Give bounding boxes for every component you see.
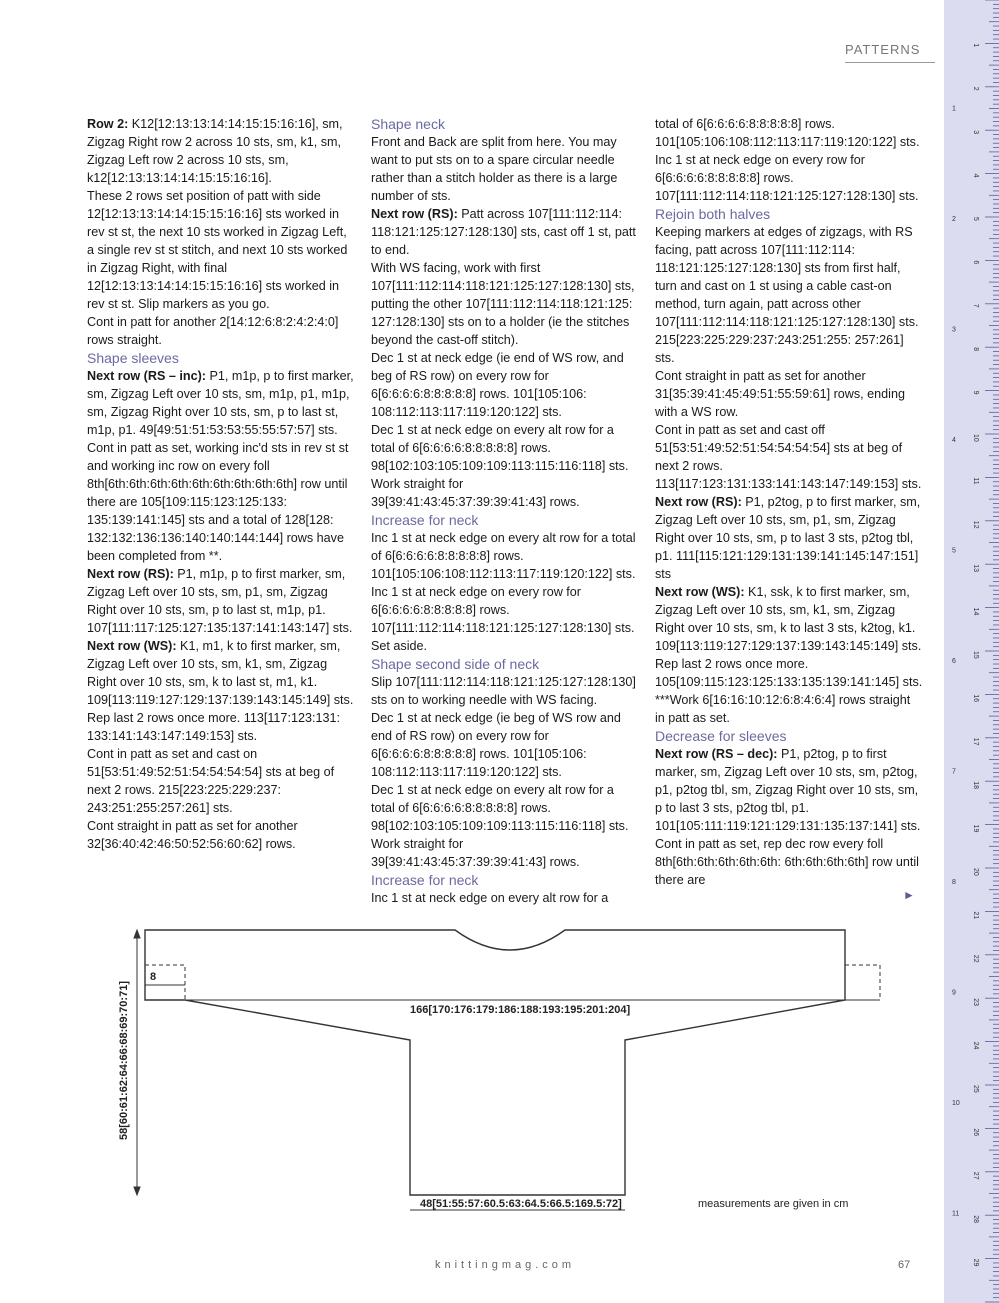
- footer-site: knittingmag.com: [435, 1259, 576, 1271]
- pattern-paragraph: [655, 421, 923, 493]
- pattern-text: K1, m1, k to first marker, sm, Zigzag Left over 10 sts, sm, k1, sm, Zigzag Right over 10 sts, sm, k to last st, m1, k1. 109[113:119:127:129:137:139:143:145:149] sts.: [87, 639, 354, 707]
- pattern-paragraph: [371, 781, 639, 835]
- row-label: Next row (RS):: [87, 567, 174, 581]
- ruler-cm-label: 24: [972, 1041, 979, 1050]
- pattern-paragraph: [371, 889, 639, 907]
- row-label: Next row (WS):: [655, 585, 745, 599]
- pattern-paragraph: [371, 709, 639, 781]
- ruler-cm-label: 10: [972, 434, 979, 442]
- pattern-text: Cont straight in patt as set for another 31[35:39:41:45:49:51:55:59:61] rows, ending with a WS row.: [655, 369, 905, 419]
- pattern-text: Cont straight in patt as set for another 32[36:40:42:46:50:52:56:60:62] rows.: [87, 819, 298, 851]
- page-number: 67: [898, 1259, 911, 1271]
- section-heading: Shape sleeves: [87, 350, 179, 366]
- pattern-paragraph: [655, 835, 923, 889]
- pattern-paragraph: [87, 367, 355, 439]
- length-label: 58[60:61:62:64:66:68:69:70:71]: [118, 981, 130, 1140]
- pattern-text: Cont in patt as set and cast on 51[53:51:49:52:51:54:54:54:54] sts at beg of next 2 rows. 215[223:225:229:237: 243:251:255:257:261] sts.: [87, 747, 335, 815]
- width-label: 166[170:176:179:186:188:193:195:201:204]: [410, 1004, 631, 1016]
- pattern-text: Work straight for 39[39:41:43:45:37:39:39:41:43] rows.: [371, 837, 580, 869]
- ruler-cm-label: 14: [972, 607, 979, 616]
- ruler-cm-label: 28: [972, 1215, 979, 1223]
- pattern-paragraph: [655, 655, 923, 691]
- pattern-text: Set aside.: [371, 639, 428, 653]
- pattern-paragraph: [87, 439, 355, 565]
- row-label: Row 2:: [87, 117, 129, 131]
- ruler-cm-label: 5: [972, 217, 979, 221]
- section-heading: Shape second side of neck: [371, 656, 540, 672]
- hem-label: 48[51:55:57:60.5:63:64.5:66.5:169.5:72]: [420, 1198, 622, 1210]
- ruler-cm-label: 21: [972, 911, 979, 920]
- ruler-cm-label: 22: [972, 954, 979, 963]
- pattern-text: Cont in patt for another 2[14:12:6:8:2:4:2:4:0] rows straight.: [87, 315, 339, 347]
- ruler-inch-label: 11: [952, 1210, 960, 1218]
- pattern-paragraph: [371, 673, 639, 709]
- pattern-text: ***Work 6[16:16:10:12:6:8:4:6:4] rows straight in patt as set.: [655, 693, 911, 725]
- pattern-paragraph: [655, 223, 923, 367]
- pattern-paragraph: [87, 745, 355, 817]
- ruler-cm-label: 9: [972, 390, 979, 395]
- cuff-guide-right: [845, 965, 880, 1000]
- ruler-cm-label: 6: [972, 260, 979, 265]
- pattern-text: Dec 1 st at neck edge on every alt row for a total of 6[6:6:6:6:8:8:8:8:8] rows. 98[102:103:105:109:109:113:115:116:118] sts.: [371, 423, 629, 473]
- section-heading: Increase for neck: [371, 512, 479, 528]
- pattern-text: P1, p2tog, p to first marker, sm, Zigzag Left over 10 sts, sm, p2tog, p1, p2tog tbl, sm, Zigzag Right over 10 sts, sm, p to last 3 sts, p2tog tbl, p1. 101[105:111:119:121:129:131:135:137:141] sts.: [655, 747, 921, 833]
- pattern-text: P1, m1p, p to first marker, sm, Zigzag Left over 10 sts, sm, m1p, p1, m1p, sm, Zigzag Right over 10 sts, sm, p to last st, m1p, p1. 49[49:51:51:53:53:55:55:57:57] sts.: [87, 369, 354, 437]
- pattern-paragraph: [87, 637, 355, 709]
- pattern-text: Inc 1 st at neck edge on every row for 6[6:6:6:6:8:8:8:8:8] rows. 107[111:112:114:118:121:125:127:128:130] sts.: [655, 153, 919, 203]
- pattern-column-2: [371, 115, 639, 907]
- pattern-paragraph: [87, 115, 355, 187]
- pattern-text: P1, m1p, p to first marker, sm, Zigzag Left over 10 sts, sm, p1, sm, Zigzag Right over 10 sts, sm, p to last st, m1p, p1. 107[111:117:125:127:135:137:141:143:147] sts.: [87, 567, 353, 635]
- ruler-inch-label: 4: [952, 437, 956, 444]
- ruler-cm-label: 11: [972, 477, 979, 485]
- pattern-paragraph: [371, 835, 639, 871]
- pattern-text: Front and Back are split from here. You may want to put sts on to a spare circular needle rather than a stitch holder as there is a large number of sts.: [371, 135, 618, 203]
- pattern-paragraph: [87, 709, 355, 745]
- pattern-text: total of 6[6:6:6:6:8:8:8:8:8] rows. 101[105:106:108:112:113:117:119:120:122] sts.: [655, 117, 920, 149]
- pattern-text: Inc 1 st at neck edge on every row for 6[6:6:6:6:8:8:8:8:8] rows. 107[111:112:114:118:121:125:127:128:130] sts.: [371, 585, 635, 635]
- pattern-text: Patt across 107[111:112:114: 118:121:125:127:128:130] sts, cast off 1 st, patt to end.: [371, 207, 636, 257]
- pattern-paragraph: [371, 421, 639, 475]
- ruler-cm-label: 20: [972, 868, 979, 876]
- ruler-inch-label: 3: [952, 326, 956, 334]
- pattern-column-3: [655, 115, 923, 889]
- pattern-paragraph: [371, 583, 639, 637]
- pattern-paragraph: [371, 475, 639, 511]
- ruler-cm-label: 26: [972, 1128, 979, 1137]
- pattern-text: These 2 rows set position of patt with side 12[12:13:13:14:14:15:15:16:16] sts worked in rev st st, the next 10 sts worked in Zigzag Left, a single rev st st stitch, and next 10 sts worked in Zigzag Right, with final 12[12:13:13:14:14:15:15:16:16] sts worked in rev st st. Slip markers as you go.: [87, 189, 348, 311]
- continue-arrow-icon: ►: [903, 888, 915, 902]
- row-label: Next row (RS – dec):: [655, 747, 778, 761]
- pattern-paragraph: [655, 691, 923, 727]
- ruler-inch-label: 9: [952, 989, 956, 997]
- pattern-paragraph: [655, 151, 923, 205]
- cuff-label: 8: [150, 971, 157, 983]
- section-heading: Increase for neck: [371, 872, 479, 888]
- pattern-text: K12[12:13:13:14:14:15:15:16:16], sm, Zigzag Right row 2 across 10 sts, sm, k1, sm, Zigzag Left row 2 across 10 sts, sm, k12[12:13:13:14:14:15:15:16:16].: [87, 117, 343, 185]
- ruler-inch-label: 7: [952, 768, 956, 776]
- ruler-cm-label: 2: [972, 86, 979, 91]
- ruler-cm-label: 29: [972, 1258, 979, 1267]
- ruler-cm-label: 12: [972, 520, 979, 529]
- pattern-text: Inc 1 st at neck edge on every alt row for a total of 6[6:6:6:6:8:8:8:8:8] rows. 101[105:106:108:112:113:117:119:120:122] sts.: [371, 531, 636, 581]
- ruler-inch-label: 5: [952, 547, 956, 555]
- pattern-paragraph: [371, 529, 639, 583]
- section-heading: Shape neck: [371, 116, 445, 132]
- section-heading: Decrease for sleeves: [655, 728, 787, 744]
- pattern-text: With WS facing, work with first 107[111:112:114:118:121:125:127:128:130] sts, putting the other 107[111:112:114:118:121:125: 127:128:130] sts on to a holder (ie the stitches beyond the cast-off stitch).: [371, 261, 635, 347]
- measuring-ruler: [944, 0, 999, 1303]
- pattern-text: Dec 1 st at neck edge (ie beg of WS row and end of RS row) on every row for 6[6:6:6:6:8:8:8:8:8] rows. 101[105:106: 108:112:113:117:119:120:122] sts.: [371, 711, 621, 779]
- pattern-text: Cont in patt as set, working inc'd sts in rev st st and working inc row on every foll 8th[6th:6th:6th:6th:6th:6th:6th:6th:6th] row until there are 105[109:115:123:125:133: 135:139:141:145] sts and a total of 128[128: 132:132:136:136:140:140:144:144] rows have been completed from **.: [87, 441, 349, 563]
- header-rule: [845, 62, 935, 63]
- ruler-cm-label: 3: [972, 130, 979, 135]
- pattern-paragraph: [655, 493, 923, 583]
- section-label: PATTERNS: [845, 42, 921, 57]
- pattern-paragraph: [371, 205, 639, 259]
- pattern-paragraph: [371, 637, 639, 655]
- pattern-paragraph: [371, 259, 639, 349]
- pattern-text: Slip 107[111:112:114:118:121:125:127:128:130] sts on to working needle with WS facing.: [371, 675, 636, 707]
- ruler-cm-label: 18: [972, 781, 979, 789]
- pattern-text: Inc 1 st at neck edge on every alt row for a: [371, 891, 609, 905]
- ruler-cm-label: 1: [972, 43, 979, 48]
- pattern-text: Rep last 2 rows once more. 105[109:115:123:125:133:135:139:141:145] sts.: [655, 657, 923, 689]
- garment-outline: [145, 930, 845, 1195]
- ruler-cm-label: 4: [972, 173, 979, 178]
- pattern-paragraph: [87, 187, 355, 313]
- pattern-paragraph: [87, 565, 355, 637]
- ruler-cm-label: 19: [972, 824, 979, 833]
- pattern-text: Dec 1 st at neck edge on every alt row for a total of 6[6:6:6:6:8:8:8:8:8] rows. 98[102:103:105:109:109:113:115:116:118] sts.: [371, 783, 629, 833]
- pattern-text: Work straight for 39[39:41:43:45:37:39:39:41:43] rows.: [371, 477, 580, 509]
- pattern-paragraph: [655, 367, 923, 421]
- ruler-cm-label: 15: [972, 651, 979, 659]
- ruler-inch-label: 6: [952, 658, 956, 665]
- pattern-text: Cont in patt as set, rep dec row every foll 8th[6th:6th:6th:6th:6th: 6th:6th:6th:6th] row until there are: [655, 837, 919, 887]
- pattern-paragraph: [87, 817, 355, 853]
- ruler-cm-label: 23: [972, 998, 979, 1006]
- pattern-text: Cont in patt as set and cast off 51[53:51:49:52:51:54:54:54:54] sts at beg of next 2 rows. 113[117:123:131:133:141:143:147:149:153] sts.: [655, 423, 922, 491]
- ruler-cm-label: 13: [972, 564, 979, 572]
- ruler-cm-label: 17: [972, 737, 979, 746]
- ruler-cm-label: 8: [972, 347, 979, 352]
- ruler-inch-label: 1: [952, 105, 956, 113]
- ruler-inch-label: 10: [952, 1100, 960, 1107]
- row-label: Next row (RS):: [371, 207, 458, 221]
- row-label: Next row (WS):: [87, 639, 177, 653]
- ruler-inch-label: 8: [952, 879, 956, 886]
- row-label: Next row (RS):: [655, 495, 742, 509]
- ruler-cm-label: 7: [972, 303, 979, 308]
- pattern-text: K1, ssk, k to first marker, sm, Zigzag Left over 10 sts, sm, k1, sm, Zigzag Right over 10 sts, sm, k to last 3 sts, k2tog, k1. 109[113:119:127:129:137:139:143:145:149] sts.: [655, 585, 922, 653]
- pattern-paragraph: [655, 115, 923, 151]
- ruler-cm-label: 16: [972, 694, 979, 703]
- pattern-paragraph: [87, 313, 355, 349]
- ruler-cm-label: 27: [972, 1171, 979, 1180]
- ruler-cm-label: 25: [972, 1085, 979, 1093]
- pattern-column-1: [87, 115, 355, 853]
- pattern-paragraph: [371, 349, 639, 421]
- ruler-inch-label: 2: [952, 216, 956, 223]
- pattern-paragraph: [371, 133, 639, 205]
- garment-schematic: [115, 920, 905, 1220]
- measurements-note: measurements are given in cm: [698, 1198, 849, 1210]
- pattern-paragraph: [655, 583, 923, 655]
- pattern-paragraph: [655, 745, 923, 835]
- pattern-text: Rep last 2 rows once more. 113[117:123:131: 133:141:143:147:149:153] sts.: [87, 711, 340, 743]
- pattern-text: Keeping markers at edges of zigzags, with RS facing, patt across 107[111:112:114: 118:121:125:127:128:130] sts from first half, turn and cast on 1 st using a cable cast-on method, turn again, patt across other 107[111:112:114:118:121:125:127:128:130] sts. 215[223:225:229:237:243:251:255: 257:261] sts.: [655, 225, 919, 365]
- pattern-text: P1, p2tog, p to first marker, sm, Zigzag Left over 10 sts, sm, p1, sm, Zigzag Right over 10 sts, sm, p to last 3 sts, p2tog tbl, p1. 111[115:121:129:131:139:141:145:147:151] sts: [655, 495, 921, 581]
- pattern-text: Dec 1 st at neck edge (ie end of WS row, and beg of RS row) on every row for 6[6:6:6:6:8:8:8:8:8] rows. 101[105:106: 108:112:113:117:119:120:122] sts.: [371, 351, 624, 419]
- section-heading: Rejoin both halves: [655, 206, 771, 222]
- row-label: Next row (RS – inc):: [87, 369, 206, 383]
